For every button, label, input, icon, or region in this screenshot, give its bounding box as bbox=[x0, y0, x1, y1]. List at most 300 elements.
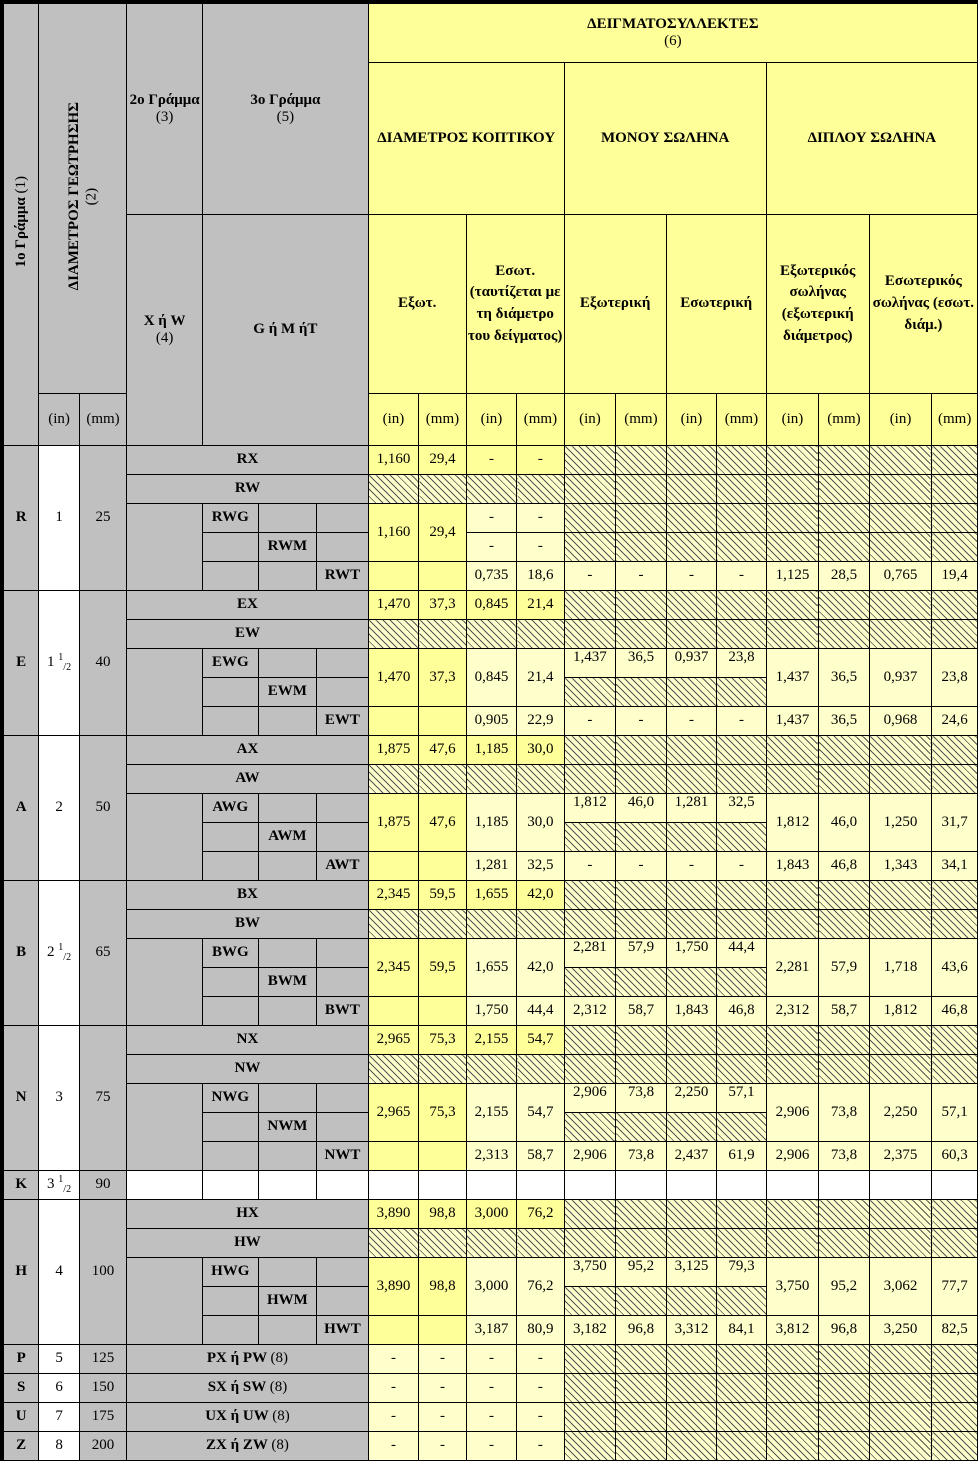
hatched-cell bbox=[819, 475, 870, 504]
diameter-mm-cell: 175 bbox=[79, 1403, 126, 1432]
table-row bbox=[4, 1432, 978, 1461]
blank-cell bbox=[317, 533, 369, 562]
value-cell: 76,2 bbox=[517, 1258, 564, 1316]
value-cell: 1,843 bbox=[766, 852, 819, 881]
blank-cell bbox=[258, 649, 317, 678]
diameter-mm-cell: 25 bbox=[79, 446, 126, 591]
hatched-cell bbox=[564, 1345, 616, 1374]
blank-cell bbox=[419, 1171, 466, 1200]
value-cell: 22,9 bbox=[517, 707, 564, 736]
value-cell: 95,2 bbox=[616, 1258, 667, 1287]
value-cell: - bbox=[368, 1345, 419, 1374]
value-cell: - bbox=[564, 707, 616, 736]
value-cell: 2,906 bbox=[766, 1084, 819, 1142]
hatched-cell bbox=[932, 910, 978, 939]
hatched-cell bbox=[717, 736, 767, 765]
value-cell: 46,8 bbox=[717, 997, 767, 1026]
diameter-in-cell: 3 $^1_{/2}$ bbox=[39, 1171, 79, 1200]
blank-cell bbox=[258, 1142, 317, 1171]
blank-cell bbox=[666, 1171, 717, 1200]
blank-cell bbox=[419, 1142, 466, 1171]
code-x: NX bbox=[127, 1026, 368, 1055]
hatched-cell bbox=[766, 765, 819, 794]
hatched-cell bbox=[717, 446, 767, 475]
blank-cell bbox=[564, 1171, 616, 1200]
hatched-cell bbox=[869, 1432, 932, 1461]
blank-cell bbox=[203, 707, 259, 736]
hatched-cell bbox=[869, 504, 932, 533]
value-cell: 0,735 bbox=[466, 562, 517, 591]
diameter-mm-cell: 75 bbox=[79, 1026, 126, 1171]
hatched-cell bbox=[616, 533, 667, 562]
value-cell: 1,437 bbox=[564, 649, 616, 678]
hatched-cell bbox=[419, 765, 466, 794]
value-cell: 73,8 bbox=[819, 1084, 870, 1142]
hatched-cell bbox=[517, 765, 564, 794]
hatched-cell bbox=[517, 1055, 564, 1084]
hatched-cell bbox=[564, 1403, 616, 1432]
hatched-cell bbox=[616, 446, 667, 475]
hatched-cell bbox=[869, 591, 932, 620]
hatched-cell bbox=[717, 1055, 767, 1084]
diameter-in-cell: 8 bbox=[39, 1432, 79, 1461]
hatched-cell bbox=[819, 1374, 870, 1403]
hatched-cell bbox=[466, 620, 517, 649]
value-cell: 57,1 bbox=[717, 1084, 767, 1113]
value-cell: - bbox=[666, 707, 717, 736]
hatched-cell bbox=[932, 591, 978, 620]
value-cell: 80,9 bbox=[517, 1316, 564, 1345]
hatched-cell bbox=[564, 910, 616, 939]
hatched-cell bbox=[466, 475, 517, 504]
hatched-cell bbox=[766, 620, 819, 649]
blank-cell bbox=[368, 1171, 419, 1200]
hatched-cell bbox=[616, 881, 667, 910]
value-cell: - bbox=[517, 533, 564, 562]
hatched-cell bbox=[766, 475, 819, 504]
value-cell: 57,9 bbox=[819, 939, 870, 997]
single-tube-header: ΜΟΝΟΥ ΣΩΛΗΝΑ bbox=[564, 63, 766, 215]
blank-cell bbox=[203, 968, 259, 997]
bit-int-header: Εσωτ. (ταυτίζεται με τη διάμετρο του δείγματος) bbox=[466, 215, 564, 394]
hatched-cell bbox=[517, 1229, 564, 1258]
blank-cell bbox=[203, 1113, 259, 1142]
value-cell: - bbox=[616, 562, 667, 591]
hatched-cell bbox=[717, 591, 767, 620]
unit-mm: (mm) bbox=[79, 394, 126, 446]
code-g: EWG bbox=[203, 649, 259, 678]
first-letter-cell: S bbox=[4, 1374, 39, 1403]
hatched-cell bbox=[766, 1432, 819, 1461]
hatched-cell bbox=[819, 533, 870, 562]
value-cell: 96,8 bbox=[616, 1316, 667, 1345]
table-row bbox=[4, 649, 978, 678]
table-row bbox=[4, 1084, 978, 1113]
value-cell: 31,7 bbox=[932, 794, 978, 852]
value-cell: - bbox=[517, 504, 564, 533]
blank-cell bbox=[258, 504, 317, 533]
hatched-cell bbox=[869, 1055, 932, 1084]
hatched-cell bbox=[666, 446, 717, 475]
first-letter-cell: N bbox=[4, 1026, 39, 1171]
hatched-cell bbox=[666, 475, 717, 504]
code-t: RWT bbox=[317, 562, 369, 591]
unit-mm: (mm) bbox=[932, 394, 978, 446]
blank-cell bbox=[127, 939, 203, 1026]
table-row bbox=[4, 1345, 978, 1374]
hatched-cell bbox=[869, 1403, 932, 1432]
diameter-in-whole: 1 bbox=[55, 509, 63, 526]
value-cell: 21,4 bbox=[517, 649, 564, 707]
value-cell: 2,345 bbox=[368, 939, 419, 997]
value-cell: 79,3 bbox=[717, 1258, 767, 1287]
code-t: NWT bbox=[317, 1142, 369, 1171]
value-cell: - bbox=[368, 1374, 419, 1403]
value-cell: 42,0 bbox=[517, 939, 564, 997]
hatched-cell bbox=[666, 765, 717, 794]
hatched-cell bbox=[616, 823, 667, 852]
value-cell: 1,750 bbox=[466, 997, 517, 1026]
code-m: NWM bbox=[258, 1113, 317, 1142]
value-cell: 37,3 bbox=[419, 591, 466, 620]
value-cell: 1,437 bbox=[766, 649, 819, 707]
hatched-cell bbox=[932, 1200, 978, 1229]
single-ext-header: Εξωτερική bbox=[564, 215, 666, 394]
value-cell: 1,875 bbox=[368, 794, 419, 852]
blank-cell bbox=[368, 1142, 419, 1171]
hatched-cell bbox=[616, 475, 667, 504]
value-cell: 98,8 bbox=[419, 1200, 466, 1229]
hatched-cell bbox=[766, 1200, 819, 1229]
blank-cell bbox=[258, 794, 317, 823]
code-w: HW bbox=[127, 1229, 368, 1258]
hatched-cell bbox=[368, 1055, 419, 1084]
hatched-cell bbox=[666, 1374, 717, 1403]
value-cell: - bbox=[466, 1403, 517, 1432]
value-cell: - bbox=[466, 1374, 517, 1403]
table-row bbox=[4, 881, 978, 910]
hatched-cell bbox=[869, 736, 932, 765]
value-cell: - bbox=[616, 852, 667, 881]
unit-mm: (mm) bbox=[419, 394, 466, 446]
hatched-cell bbox=[717, 968, 767, 997]
table-row bbox=[4, 794, 978, 823]
hatched-cell bbox=[616, 1403, 667, 1432]
blank-cell bbox=[317, 1171, 369, 1200]
value-cell: 3,812 bbox=[766, 1316, 819, 1345]
value-cell: 18,6 bbox=[517, 562, 564, 591]
code-xw-cell bbox=[127, 1432, 368, 1461]
hatched-cell bbox=[616, 1287, 667, 1316]
unit-in: (in) bbox=[564, 394, 616, 446]
hatched-cell bbox=[564, 1055, 616, 1084]
value-cell: 30,0 bbox=[517, 794, 564, 852]
value-cell: - bbox=[368, 1432, 419, 1461]
hatched-cell bbox=[869, 475, 932, 504]
hatched-cell bbox=[717, 678, 767, 707]
blank-cell bbox=[258, 997, 317, 1026]
unit-mm: (mm) bbox=[717, 394, 767, 446]
diameter-in-whole: 3 bbox=[47, 1176, 55, 1193]
hatched-cell bbox=[666, 823, 717, 852]
value-cell: 1,750 bbox=[666, 939, 717, 968]
code-x: HX bbox=[127, 1200, 368, 1229]
blank-cell bbox=[368, 852, 419, 881]
value-cell: 3,000 bbox=[466, 1200, 517, 1229]
blank-cell bbox=[419, 562, 466, 591]
diameter-mm-cell: 65 bbox=[79, 881, 126, 1026]
code-w: NW bbox=[127, 1055, 368, 1084]
value-cell: 1,718 bbox=[869, 939, 932, 997]
code-m: RWM bbox=[258, 533, 317, 562]
diameter-header: ΔΙΑΜΕΤΡΟΣ ΓΕΩΤΡΗΣΗΣ (2) bbox=[39, 4, 127, 394]
blank-cell bbox=[203, 1171, 259, 1200]
hatched-cell bbox=[819, 504, 870, 533]
value-cell: - bbox=[517, 1345, 564, 1374]
code-t: HWT bbox=[317, 1316, 369, 1345]
blank-cell bbox=[317, 649, 369, 678]
hatched-cell bbox=[616, 968, 667, 997]
diameter-mm-cell: 40 bbox=[79, 591, 126, 736]
hatched-cell bbox=[819, 1200, 870, 1229]
hatched-cell bbox=[368, 1229, 419, 1258]
hatched-cell bbox=[564, 968, 616, 997]
hatched-cell bbox=[419, 1229, 466, 1258]
value-cell: 95,2 bbox=[819, 1258, 870, 1316]
hatched-cell bbox=[932, 765, 978, 794]
value-cell: 0,845 bbox=[466, 649, 517, 707]
code-xw-cell bbox=[127, 1345, 368, 1374]
diameter-mm-cell: 125 bbox=[79, 1345, 126, 1374]
blank-cell bbox=[258, 852, 317, 881]
value-cell: 54,7 bbox=[517, 1026, 564, 1055]
hatched-cell bbox=[419, 910, 466, 939]
table-row bbox=[4, 765, 978, 794]
value-cell: 19,4 bbox=[932, 562, 978, 591]
blank-cell bbox=[419, 852, 466, 881]
hatched-cell bbox=[564, 678, 616, 707]
value-cell: 32,5 bbox=[517, 852, 564, 881]
blank-cell bbox=[127, 794, 203, 881]
hatched-cell bbox=[666, 881, 717, 910]
value-cell: - bbox=[368, 1403, 419, 1432]
hatched-cell bbox=[564, 1287, 616, 1316]
hatched-cell bbox=[717, 620, 767, 649]
table-row bbox=[4, 736, 978, 765]
blank-cell bbox=[317, 968, 369, 997]
hatched-cell bbox=[819, 591, 870, 620]
value-cell: 3,890 bbox=[368, 1258, 419, 1316]
code-g: AWG bbox=[203, 794, 259, 823]
unit-in: (in) bbox=[39, 394, 79, 446]
value-cell: 0,937 bbox=[666, 649, 717, 678]
diameter-mm-cell: 200 bbox=[79, 1432, 126, 1461]
value-cell: 2,312 bbox=[766, 997, 819, 1026]
hatched-cell bbox=[932, 475, 978, 504]
blank-cell bbox=[317, 504, 369, 533]
hatched-cell bbox=[869, 1200, 932, 1229]
diameter-in-cell bbox=[39, 736, 79, 881]
value-cell: - bbox=[466, 446, 517, 475]
code-note: (8) bbox=[270, 1350, 289, 1367]
diameter-in-whole: 3 bbox=[55, 1089, 63, 1106]
single-int-header: Εσωτερική bbox=[666, 215, 766, 394]
value-cell: 1,812 bbox=[766, 794, 819, 852]
hatched-cell bbox=[819, 1345, 870, 1374]
value-cell: 2,965 bbox=[368, 1026, 419, 1055]
value-cell: 2,250 bbox=[869, 1084, 932, 1142]
hatched-cell bbox=[932, 1229, 978, 1258]
value-cell: 46,8 bbox=[932, 997, 978, 1026]
double-int-header: Εσωτερικός σωλήνας (εσωτ. διάμ.) bbox=[869, 215, 977, 394]
table-row bbox=[4, 1171, 978, 1200]
blank-cell bbox=[203, 562, 259, 591]
value-cell: 1,655 bbox=[466, 881, 517, 910]
value-cell: 1,125 bbox=[766, 562, 819, 591]
hatched-cell bbox=[766, 881, 819, 910]
value-cell: - bbox=[517, 1403, 564, 1432]
blank-cell bbox=[127, 1084, 203, 1171]
hatched-cell bbox=[766, 504, 819, 533]
value-cell: 2,906 bbox=[766, 1142, 819, 1171]
code-w: RW bbox=[127, 475, 368, 504]
hatched-cell bbox=[819, 446, 870, 475]
hatched-cell bbox=[932, 1345, 978, 1374]
first-letter-header: 1ο Γράμμα (1) bbox=[4, 4, 39, 446]
hatched-cell bbox=[766, 1055, 819, 1084]
hatched-cell bbox=[564, 881, 616, 910]
value-cell: 23,8 bbox=[717, 649, 767, 678]
value-cell: 57,9 bbox=[616, 939, 667, 968]
hatched-cell bbox=[819, 1432, 870, 1461]
value-cell: 47,6 bbox=[419, 794, 466, 852]
hatched-cell bbox=[517, 475, 564, 504]
hatched-cell bbox=[717, 765, 767, 794]
value-cell: 1,470 bbox=[368, 649, 419, 707]
hatched-cell bbox=[666, 1055, 717, 1084]
code-label: UX ή UW bbox=[205, 1408, 269, 1425]
hatched-cell bbox=[466, 1229, 517, 1258]
value-cell: 77,7 bbox=[932, 1258, 978, 1316]
value-cell: 1,875 bbox=[368, 736, 419, 765]
hatched-cell bbox=[869, 1026, 932, 1055]
hatched-cell bbox=[419, 1055, 466, 1084]
hatched-cell bbox=[564, 475, 616, 504]
hatched-cell bbox=[616, 678, 667, 707]
second-letter-header: 2ο Γράμμα (3) bbox=[127, 4, 203, 215]
blank-cell bbox=[317, 794, 369, 823]
diameter-in-cell: 2 $^1_{/2}$ bbox=[39, 881, 79, 1026]
hatched-cell bbox=[616, 620, 667, 649]
hatched-cell bbox=[819, 881, 870, 910]
hatched-cell bbox=[932, 504, 978, 533]
table-row bbox=[4, 1200, 978, 1229]
value-cell: 73,8 bbox=[819, 1142, 870, 1171]
value-cell: 73,8 bbox=[616, 1084, 667, 1113]
hatched-cell bbox=[616, 1055, 667, 1084]
hatched-cell bbox=[869, 1229, 932, 1258]
blank-cell bbox=[258, 1171, 317, 1200]
blank-cell bbox=[203, 678, 259, 707]
table-row bbox=[4, 1374, 978, 1403]
hatched-cell bbox=[717, 1026, 767, 1055]
blank-cell bbox=[258, 707, 317, 736]
hatched-cell bbox=[717, 1432, 767, 1461]
value-cell: 59,5 bbox=[419, 881, 466, 910]
value-cell: 2,312 bbox=[564, 997, 616, 1026]
value-cell: 44,4 bbox=[517, 997, 564, 1026]
blank-cell bbox=[368, 997, 419, 1026]
hatched-cell bbox=[666, 736, 717, 765]
value-cell: 42,0 bbox=[517, 881, 564, 910]
value-cell: 32,5 bbox=[717, 794, 767, 823]
hatched-cell bbox=[766, 910, 819, 939]
hatched-cell bbox=[717, 910, 767, 939]
hatched-cell bbox=[564, 1026, 616, 1055]
hatched-cell bbox=[616, 1026, 667, 1055]
unit-mm: (mm) bbox=[616, 394, 667, 446]
blank-cell bbox=[517, 1171, 564, 1200]
hatched-cell bbox=[616, 910, 667, 939]
hatched-cell bbox=[666, 1432, 717, 1461]
value-cell: - bbox=[419, 1432, 466, 1461]
blank-cell bbox=[317, 1258, 369, 1287]
hatched-cell bbox=[819, 1055, 870, 1084]
blank-cell bbox=[819, 1171, 870, 1200]
first-letter-cell: R bbox=[4, 446, 39, 591]
code-w: EW bbox=[127, 620, 368, 649]
blank-cell bbox=[127, 1171, 203, 1200]
hatched-cell bbox=[616, 765, 667, 794]
hatched-cell bbox=[419, 475, 466, 504]
diameter-mm-cell: 50 bbox=[79, 736, 126, 881]
hatched-cell bbox=[932, 1055, 978, 1084]
value-cell: 1,185 bbox=[466, 736, 517, 765]
hatched-cell bbox=[564, 1374, 616, 1403]
hatched-cell bbox=[616, 1345, 667, 1374]
value-cell: 0,937 bbox=[869, 649, 932, 707]
hatched-cell bbox=[932, 1026, 978, 1055]
hatched-cell bbox=[666, 678, 717, 707]
unit-in: (in) bbox=[368, 394, 419, 446]
table-row bbox=[4, 1026, 978, 1055]
code-g: NWG bbox=[203, 1084, 259, 1113]
unit-in: (in) bbox=[666, 394, 717, 446]
hatched-cell bbox=[616, 1229, 667, 1258]
core-size-table bbox=[3, 3, 978, 1461]
code-t: BWT bbox=[317, 997, 369, 1026]
hatched-cell bbox=[766, 1345, 819, 1374]
value-cell: 0,765 bbox=[869, 562, 932, 591]
value-cell: 2,965 bbox=[368, 1084, 419, 1142]
value-cell: 3,750 bbox=[766, 1258, 819, 1316]
hatched-cell bbox=[564, 1200, 616, 1229]
value-cell: 2,281 bbox=[766, 939, 819, 997]
value-cell: 2,906 bbox=[564, 1142, 616, 1171]
hatched-cell bbox=[717, 1287, 767, 1316]
value-cell: - bbox=[666, 562, 717, 591]
blank-cell bbox=[258, 1084, 317, 1113]
value-cell: 76,2 bbox=[517, 1200, 564, 1229]
samplers-header: ΔΕΙΓΜΑΤΟΣΥΛΛΕΚΤΕΣ (6) bbox=[368, 4, 977, 63]
value-cell: 0,845 bbox=[466, 591, 517, 620]
code-m: AWM bbox=[258, 823, 317, 852]
hatched-cell bbox=[766, 1229, 819, 1258]
hatched-cell bbox=[869, 1374, 932, 1403]
blank-cell bbox=[368, 562, 419, 591]
blank-cell bbox=[317, 1113, 369, 1142]
value-cell: 3,890 bbox=[368, 1200, 419, 1229]
